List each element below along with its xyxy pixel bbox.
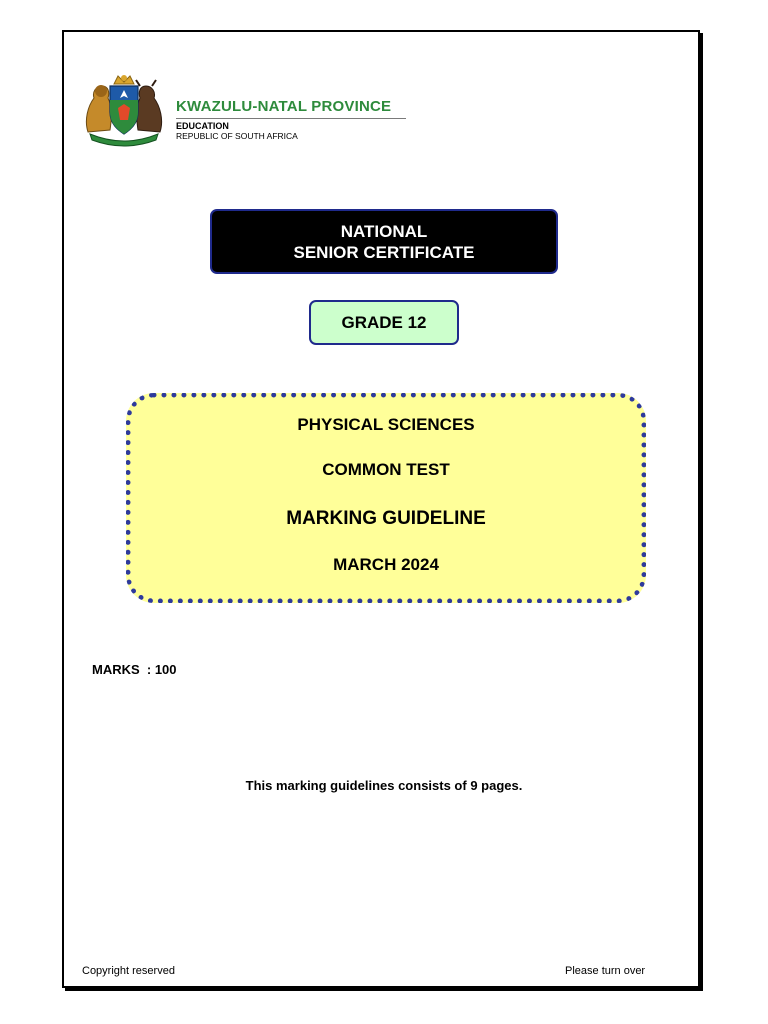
certificate-line-2: SENIOR CERTIFICATE [293, 243, 475, 262]
coat-of-arms-icon [82, 70, 166, 150]
subject-name: PHYSICAL SCIENCES [297, 415, 475, 434]
document-type: MARKING GUIDELINE [286, 508, 486, 529]
certificate-banner [210, 209, 558, 274]
subject-panel [126, 393, 646, 603]
header [82, 70, 422, 150]
certificate-line-1: NATIONAL [340, 222, 428, 241]
test-name: COMMON TEST [322, 460, 450, 479]
copyright-notice: Copyright reserved [82, 965, 175, 977]
exam-date: MARCH 2024 [333, 555, 439, 574]
total-marks: MARKS : 100 [92, 662, 177, 677]
page-count-note: This marking guidelines consists of 9 pages. [245, 778, 523, 793]
country-name: REPUBLIC OF SOUTH AFRICA [176, 131, 298, 141]
header-divider [176, 118, 406, 119]
department-name: EDUCATION [176, 121, 229, 131]
turn-over-notice: Please turn over [565, 965, 646, 977]
grade-badge: GRADE 12 [309, 300, 459, 345]
province-name: KWAZULU-NATAL PROVINCE [176, 98, 392, 115]
